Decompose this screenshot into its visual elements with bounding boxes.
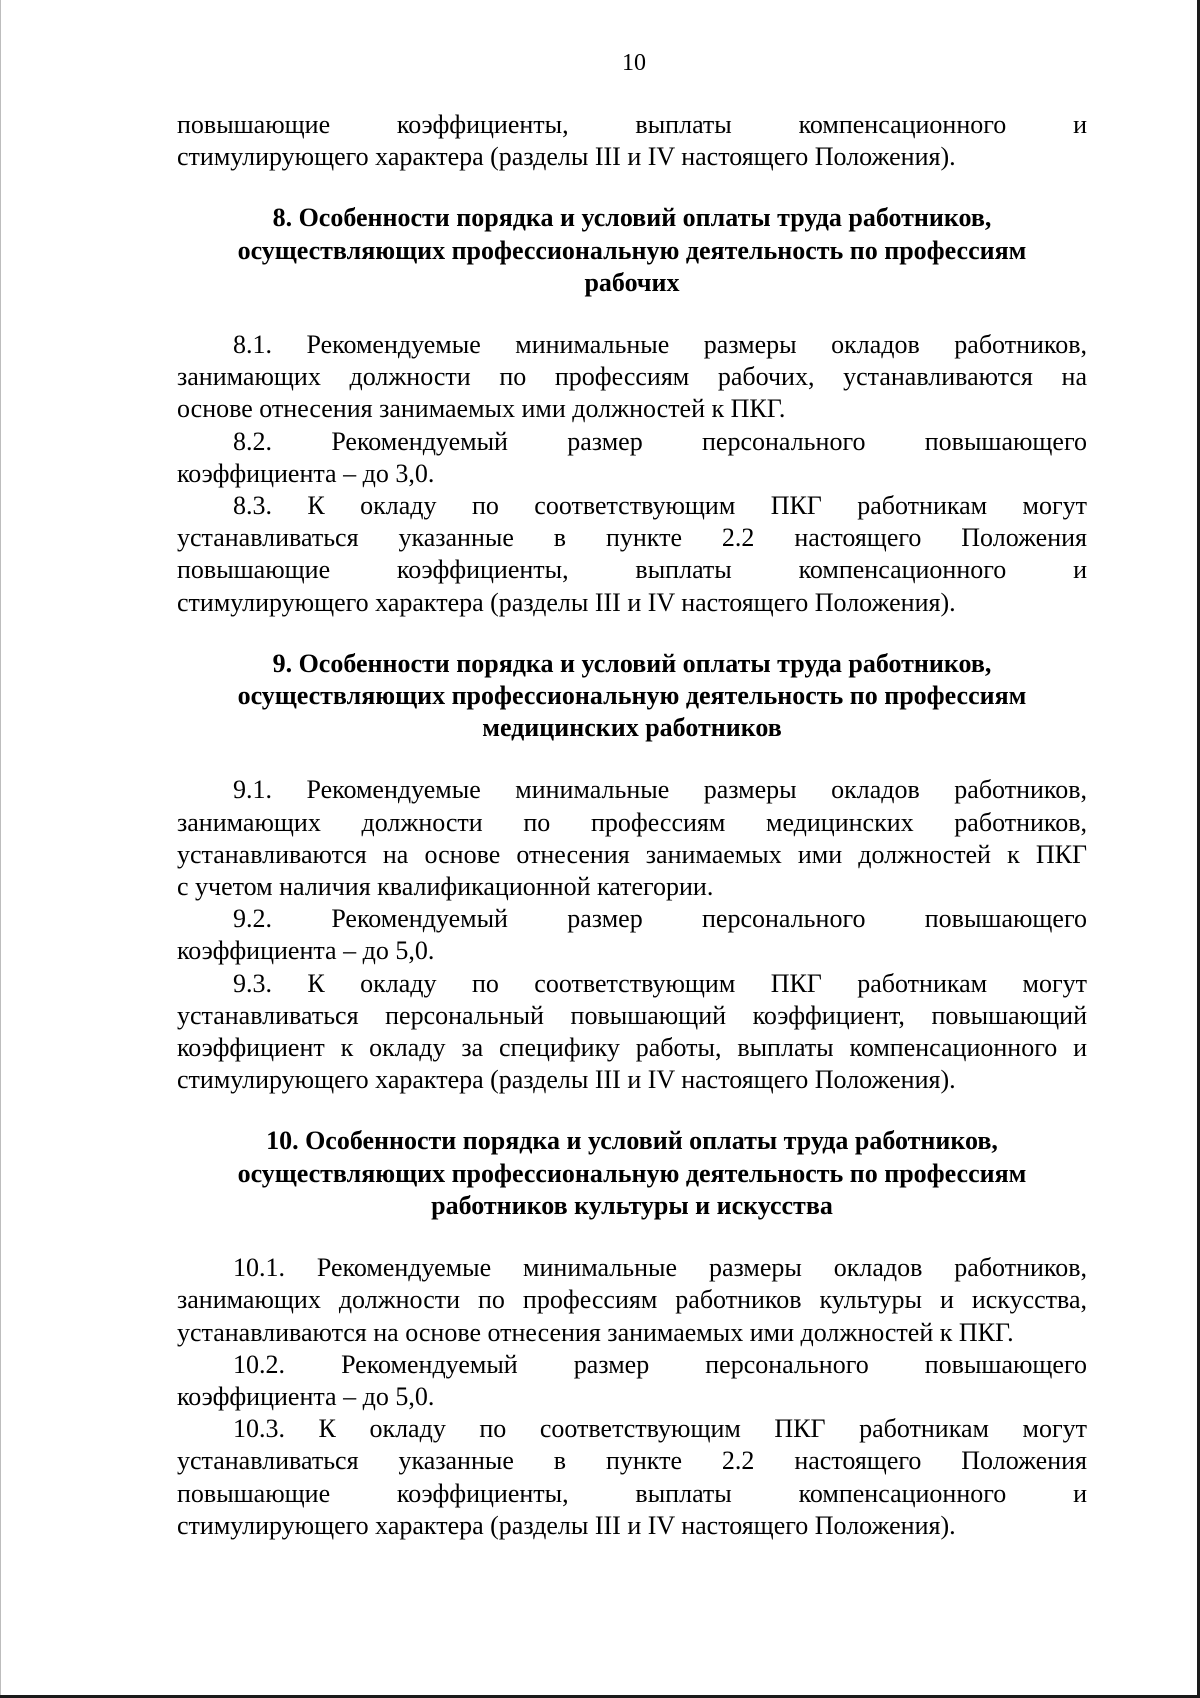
text-line: 10.2. Рекомендуемый размер персонального повышающего xyxy=(233,1349,1087,1379)
text-line: 10.3. К окладу по соответствующим ПКГ работникам могут xyxy=(233,1414,1087,1444)
text-line: 9.1. Рекомендуемые минимальные размеры окладов работников, xyxy=(233,775,1087,805)
text-line: стимулирующего характера (разделы III и IV настоящего Положения). xyxy=(177,142,956,172)
heading-line: осуществляющих профессиональную деятельность по профессиям xyxy=(237,235,1027,265)
section-heading xyxy=(177,1125,1087,1222)
text-line: коэффициент к окладу за специфику работы, выплаты компенсационного и xyxy=(177,1033,1087,1063)
text-line: стимулирующего характера (разделы III и IV настоящего Положения). xyxy=(177,1510,956,1540)
text-line: 9.2. Рекомендуемый размер персонального повышающего xyxy=(233,904,1087,934)
text-line: 10.1. Рекомендуемые минимальные размеры окладов работников, xyxy=(233,1253,1087,1283)
heading-line: осуществляющих профессиональную деятельность по профессиям xyxy=(237,681,1027,711)
section-8 xyxy=(177,202,1087,618)
text-line: 8.1. Рекомендуемые минимальные размеры окладов работников, xyxy=(233,330,1087,360)
heading-line: медицинских работников xyxy=(482,713,782,743)
text-line: устанавливаться указанные в пункте 2.2 настоящего Положения xyxy=(177,523,1087,553)
text-line: занимающих должности по профессиям медицинских работников, xyxy=(177,807,1087,837)
heading-line: рабочих xyxy=(584,267,680,297)
text-line: устанавливаться указанные в пункте 2.2 настоящего Положения xyxy=(177,1446,1087,1476)
paragraph-8-1 xyxy=(177,329,1087,426)
text-line: основе отнесения занимаемых ими должностей к ПКГ. xyxy=(177,394,786,424)
heading-line: работников культуры и искусства xyxy=(431,1190,833,1220)
heading-line: 9. Особенности порядка и условий оплаты труда работников, xyxy=(272,648,992,678)
text-line: повышающие коэффициенты, выплаты компенсационного и xyxy=(177,1478,1087,1508)
text-line: устанавливаться персональный повышающий коэффициент, повышающий xyxy=(177,1000,1087,1030)
text-line: коэффициента – до 5,0. xyxy=(177,1381,435,1411)
text-line: повышающие коэффициенты, выплаты компенсационного и xyxy=(177,110,1087,139)
paragraph-9-1 xyxy=(177,774,1087,903)
text-line: коэффициента – до 5,0. xyxy=(177,936,435,966)
text-line: стимулирующего характера (разделы III и IV настоящего Положения). xyxy=(177,1065,956,1095)
text-line: устанавливаются на основе отнесения занимаемых ими должностей к ПКГ xyxy=(177,839,1087,869)
heading-line: осуществляющих профессиональную деятельность по профессиям xyxy=(237,1158,1027,1188)
text-line: повышающие коэффициенты, выплаты компенсационного и xyxy=(177,555,1087,585)
text-line: стимулирующего характера (разделы III и IV настоящего Положения). xyxy=(177,587,956,617)
text-line: занимающих должности по профессиям рабочих, устанавливаются на xyxy=(177,362,1087,392)
text-line: 8.3. К окладу по соответствующим ПКГ работникам могут xyxy=(233,491,1087,521)
page-number: 10 xyxy=(622,50,646,76)
document-body xyxy=(177,109,1087,1542)
paragraph-10-1 xyxy=(177,1252,1087,1349)
section-9 xyxy=(177,648,1087,1097)
heading-line: 8. Особенности порядка и условий оплаты труда работников, xyxy=(272,203,992,233)
scan-left-edge xyxy=(0,0,1,1698)
paragraph-8-2 xyxy=(177,426,1087,490)
text-line: устанавливаются на основе отнесения занимаемых ими должностей к ПКГ. xyxy=(177,1317,1014,1347)
intro-paragraph xyxy=(177,109,1087,173)
section-10 xyxy=(177,1125,1087,1541)
paragraph-10-2 xyxy=(177,1349,1087,1413)
text-line: с учетом наличия квалификационной категории. xyxy=(177,872,714,902)
paragraph-10-3 xyxy=(177,1413,1087,1542)
section-heading xyxy=(177,648,1087,745)
paragraph-9-2 xyxy=(177,903,1087,967)
text-line: занимающих должности по профессиям работников культуры и искусства, xyxy=(177,1285,1087,1315)
paragraph-9-3 xyxy=(177,968,1087,1097)
text-line: 9.3. К окладу по соответствующим ПКГ работникам могут xyxy=(233,968,1087,998)
text-line: коэффициента – до 3,0. xyxy=(177,458,435,488)
heading-line: 10. Особенности порядка и условий оплаты труда работников, xyxy=(266,1126,998,1156)
paragraph-8-3 xyxy=(177,490,1087,619)
section-heading xyxy=(177,202,1087,299)
text-line: 8.2. Рекомендуемый размер персонального повышающего xyxy=(233,426,1087,456)
